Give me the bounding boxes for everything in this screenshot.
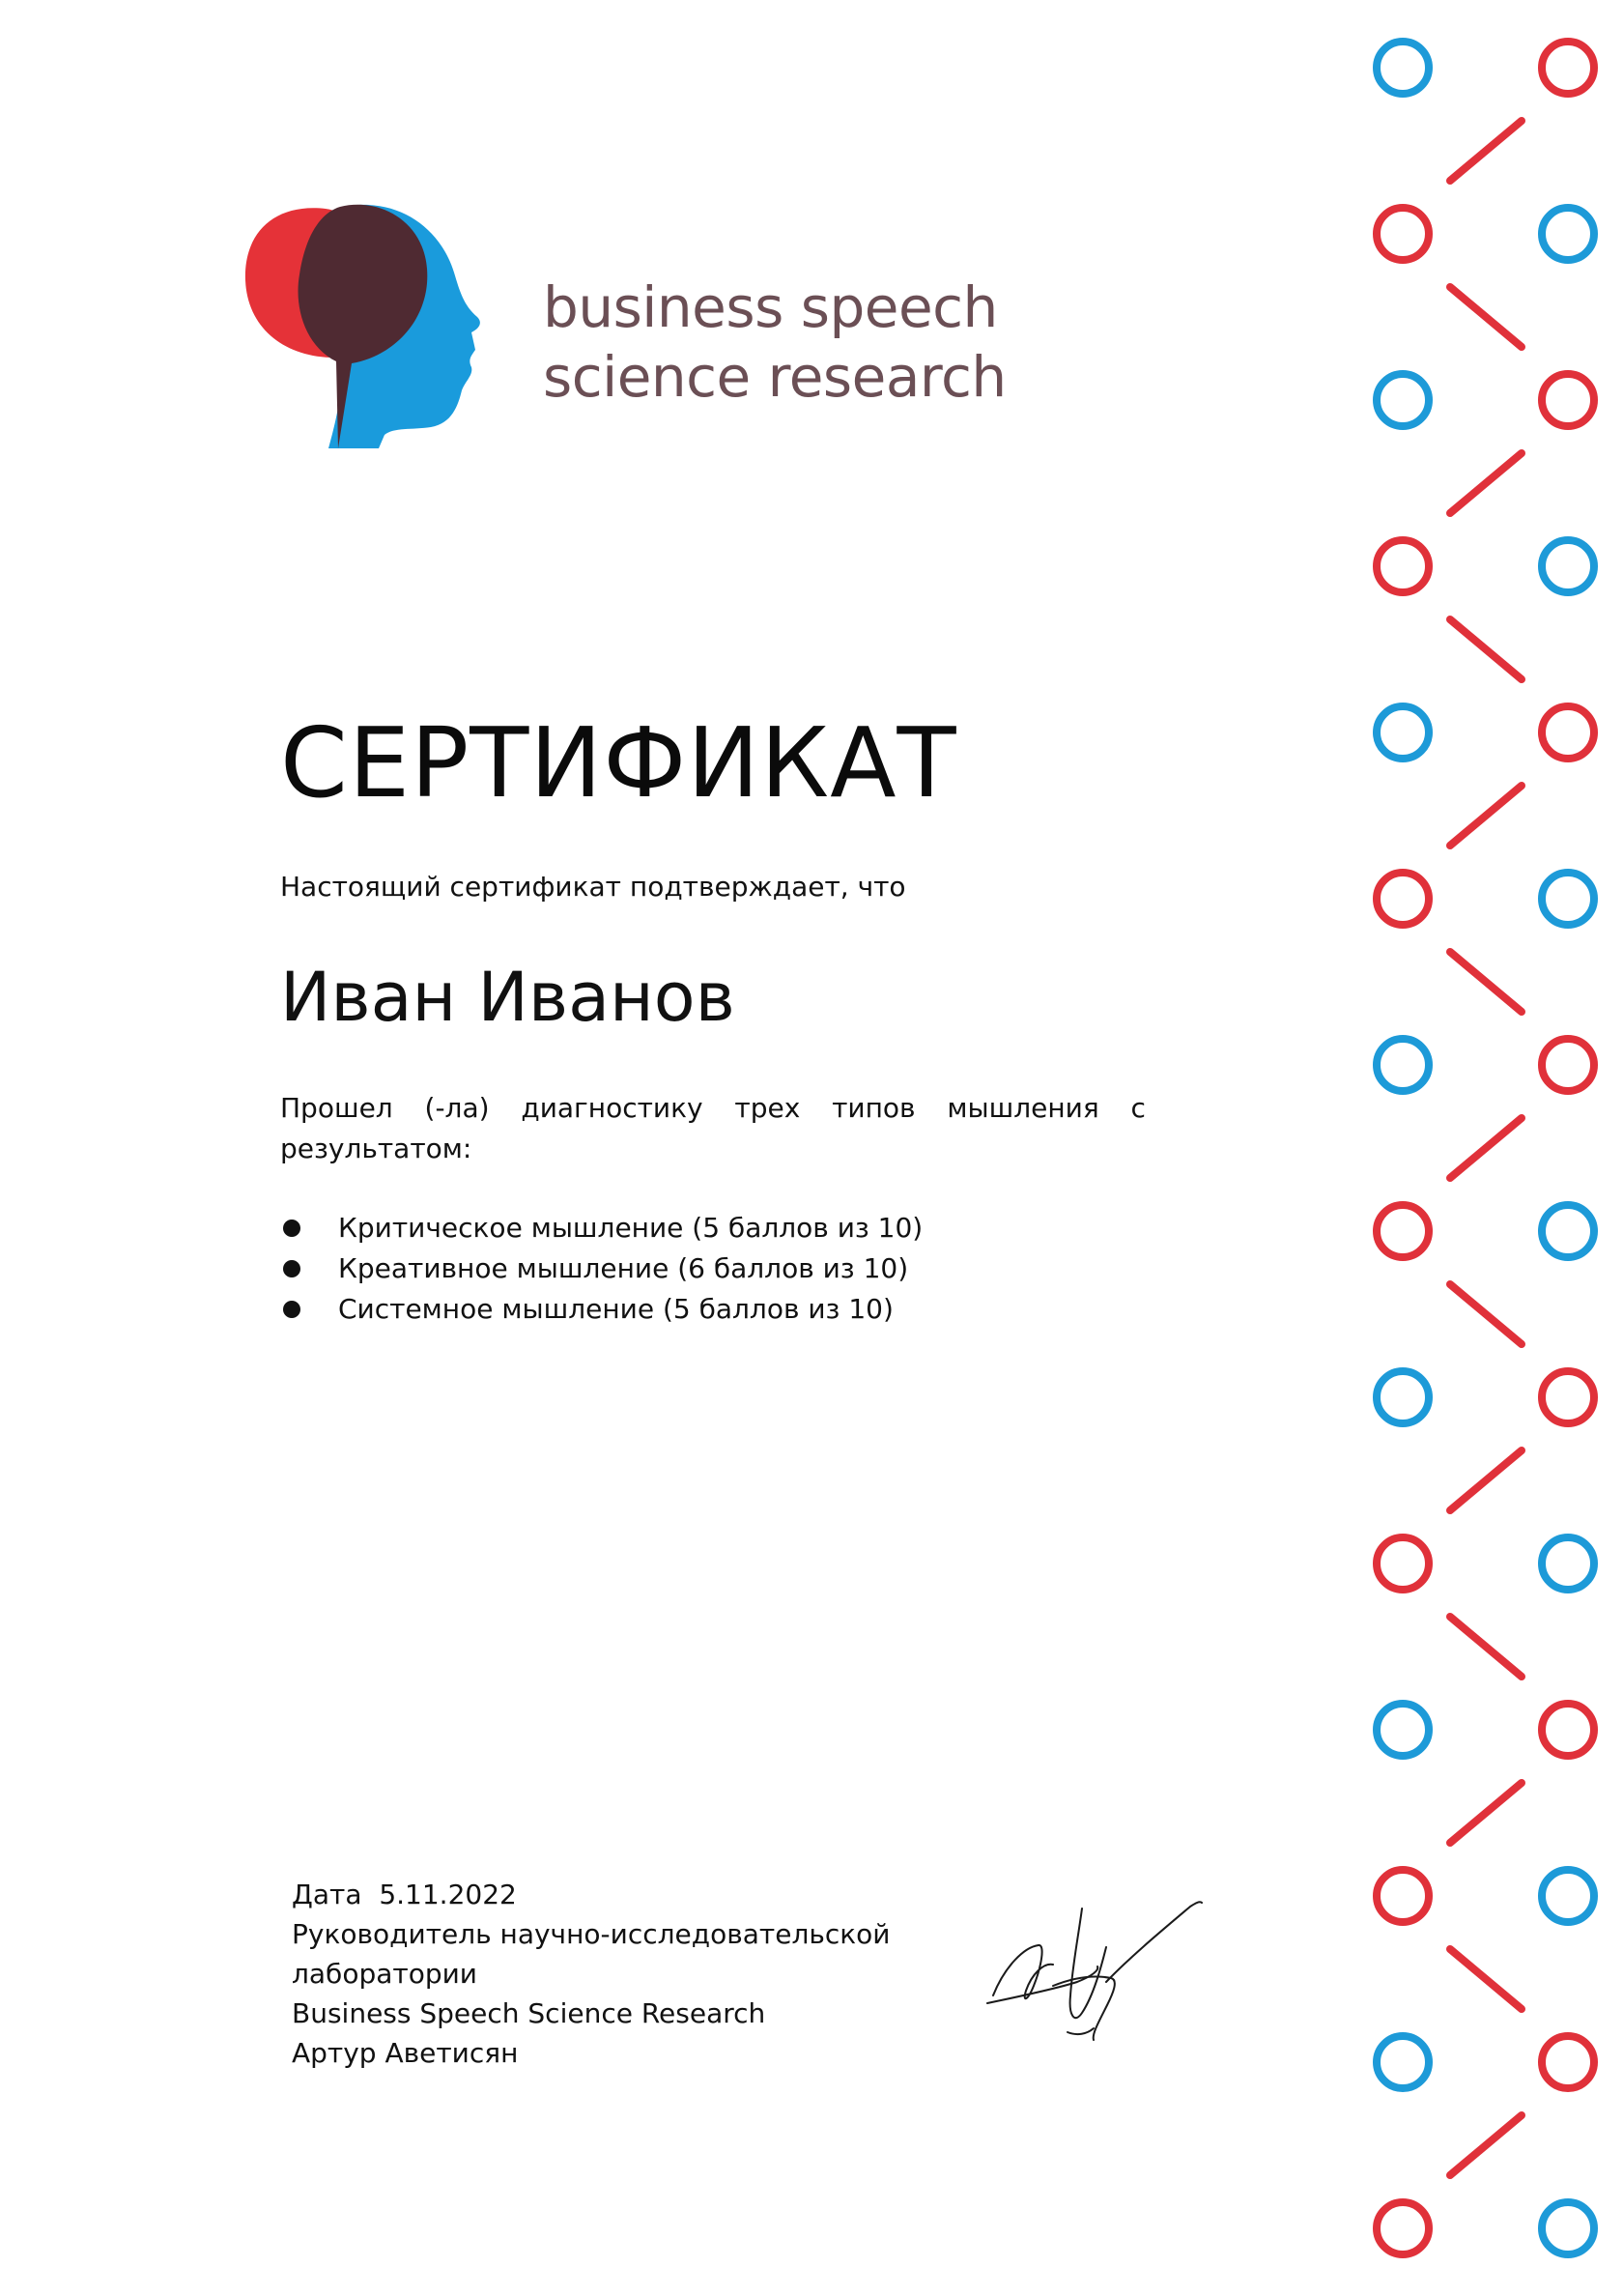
pattern-connector	[1450, 2115, 1522, 2175]
passed-word: трех	[734, 1092, 801, 1124]
results-list	[280, 1208, 923, 1330]
pattern-connector	[1450, 1450, 1522, 1510]
pattern-connector	[1450, 453, 1522, 513]
pattern-connector	[1450, 121, 1522, 181]
pattern-connector	[1450, 1617, 1522, 1677]
pattern-ring	[1542, 2202, 1594, 2254]
passed-word: Прошел	[280, 1092, 393, 1124]
pattern-ring	[1377, 1371, 1429, 1423]
passed-word: диагностику	[521, 1092, 703, 1124]
date-value: 5.11.2022	[379, 1879, 517, 1910]
passed-word: мышления	[947, 1092, 1099, 1124]
passed-line-1	[280, 1088, 1146, 1129]
pattern-ring	[1542, 42, 1594, 94]
pattern-connector	[1450, 786, 1522, 846]
pattern-ring	[1377, 1537, 1429, 1590]
bullet-icon	[283, 1220, 300, 1237]
pattern-ring	[1542, 873, 1594, 925]
brand-line-1: business speech	[543, 274, 998, 340]
passed-statement	[280, 1088, 1146, 1169]
pattern-connector	[1450, 1284, 1522, 1344]
role-line-1: Руководитель научно-исследовательской	[292, 1918, 891, 1950]
pattern-ring	[1377, 2036, 1429, 2088]
passed-line-2: результатом:	[280, 1133, 472, 1164]
pattern-ring	[1377, 1205, 1429, 1257]
pattern-ring	[1542, 2036, 1594, 2088]
bullet-icon	[283, 1301, 300, 1318]
certificate-title: СЕРТИФИКАТ	[280, 706, 957, 819]
pattern-ring	[1377, 540, 1429, 592]
pattern-connector	[1450, 952, 1522, 1012]
intro-text: Настоящий сертификат подтверждает, что	[280, 871, 906, 903]
handwritten-signature-icon	[985, 1889, 1227, 2053]
pattern-ring	[1542, 1870, 1594, 1922]
pattern-ring	[1377, 1704, 1429, 1756]
brand-line-2: science research	[543, 344, 1007, 410]
pattern-ring	[1542, 1371, 1594, 1423]
pattern-ring	[1377, 2202, 1429, 2254]
pattern-connector	[1450, 619, 1522, 679]
pattern-ring	[1377, 208, 1429, 260]
role-line-2: лаборатории	[292, 1958, 477, 1990]
signer-name: Артур Аветисян	[292, 2037, 519, 2069]
pattern-ring	[1542, 1205, 1594, 1257]
pattern-ring	[1377, 42, 1429, 94]
pattern-ring	[1542, 374, 1594, 426]
pattern-ring	[1542, 208, 1594, 260]
pattern-connector	[1450, 287, 1522, 347]
result-text: Системное мышление (5 баллов из 10)	[338, 1293, 894, 1325]
pattern-ring	[1542, 1537, 1594, 1590]
brand-name	[543, 273, 1007, 412]
pattern-connector	[1450, 1949, 1522, 2009]
pattern-ring	[1377, 1870, 1429, 1922]
result-text: Креативное мышление (6 баллов из 10)	[338, 1252, 909, 1284]
result-item	[280, 1248, 923, 1289]
passed-word: (-ла)	[424, 1092, 490, 1124]
pattern-ring	[1377, 873, 1429, 925]
result-item	[280, 1208, 923, 1248]
pattern-ring	[1377, 1039, 1429, 1091]
brand-logo-icon	[243, 191, 524, 448]
date-line	[292, 1875, 890, 1914]
decorative-circle-pattern	[1333, 0, 1623, 2296]
pattern-ring	[1542, 1039, 1594, 1091]
pattern-connector	[1450, 1118, 1522, 1178]
signature-block	[292, 1875, 890, 2073]
result-item	[280, 1289, 923, 1330]
organization-name: Business Speech Science Research	[292, 1997, 766, 2029]
bullet-icon	[283, 1260, 300, 1277]
person-name: Иван Иванов	[280, 958, 735, 1037]
pattern-ring	[1542, 1704, 1594, 1756]
pattern-connector	[1450, 1783, 1522, 1843]
pattern-ring	[1542, 540, 1594, 592]
pattern-ring	[1542, 706, 1594, 759]
result-text: Критическое мышление (5 баллов из 10)	[338, 1212, 924, 1244]
pattern-ring	[1377, 706, 1429, 759]
passed-word: типов	[832, 1092, 916, 1124]
pattern-ring	[1377, 374, 1429, 426]
date-label: Дата	[292, 1879, 362, 1910]
passed-word: с	[1130, 1092, 1146, 1124]
